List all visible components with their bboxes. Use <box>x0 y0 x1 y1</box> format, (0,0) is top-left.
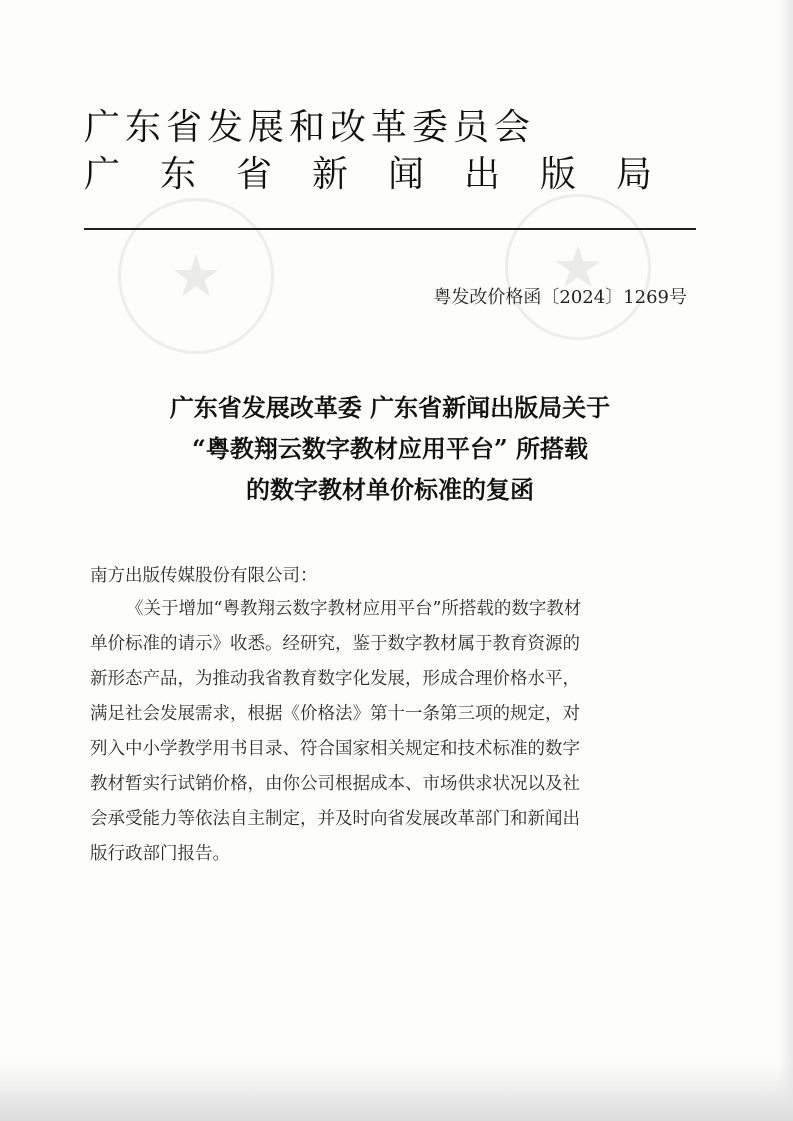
issuing-org-1: 广东省发展和改革委员会 <box>84 107 536 148</box>
body-line: 教材暂实行试销价格，由你公司根据成本、市场供求状况以及社 <box>90 774 580 794</box>
paper-edge-shadow <box>779 0 793 1121</box>
body-line: 满足社会发展需求，根据《价格法》第十一条第三项的规定，对 <box>90 704 580 724</box>
document-number: 粤发改价格函〔2024〕1269号 <box>433 287 687 308</box>
salutation: 南方出版传媒股份有限公司： <box>90 566 318 586</box>
star-icon: ★ <box>170 242 222 310</box>
paper-edge-shadow <box>0 1061 793 1121</box>
body-line: 版行政部门报告。 <box>90 844 230 864</box>
body-line: 《关于增加“粤教翔云数字教材应用平台”所搭载的数字教材 <box>126 599 582 619</box>
issuing-org-2: 广东省新闻出版局 <box>84 154 693 195</box>
document-title-line-2: “粤教翔云数字教材应用平台” 所搭载 <box>192 434 588 463</box>
body-line: 单价标准的请示》收悉。经研究，鉴于数字教材属于教育资源的 <box>90 634 580 654</box>
star-icon: ★ <box>552 233 604 301</box>
body-line: 列入中小学教学用书目录、符合国家相关规定和技术标准的数字 <box>90 739 580 759</box>
body-line: 新形态产品，为推动我省教育数字化发展，形成合理价格水平， <box>90 669 580 689</box>
official-seal-icon <box>505 194 651 340</box>
document-title-line-3: 的数字教材单价标准的复函 <box>246 475 534 504</box>
document-title-line-1: 广东省发展改革委 广东省新闻出版局关于 <box>169 393 611 422</box>
header-divider <box>84 228 696 230</box>
body-line: 会承受能力等依法自主制定，并及时向省发展改革部门和新闻出 <box>90 809 580 829</box>
official-seal-icon <box>118 198 274 354</box>
